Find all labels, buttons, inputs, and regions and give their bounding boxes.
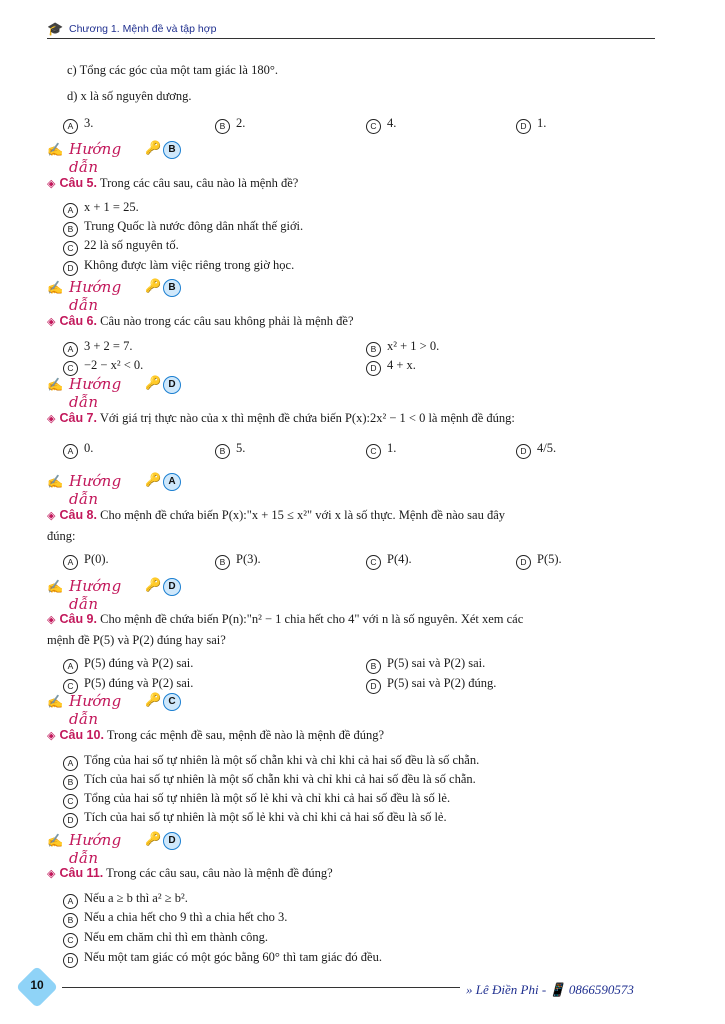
option-c[interactable]: C 4. (366, 116, 396, 134)
option-letter: B (215, 444, 230, 459)
hint-label: Hướng dẫn (69, 577, 122, 613)
option-a[interactable]: A Nếu a ≥ b thì a² ≥ b². (63, 891, 188, 909)
question-text: Câu nào trong các câu sau không phải là mệnh đề? (100, 314, 354, 328)
option-a[interactable]: A 3 + 2 = 7. (63, 339, 132, 357)
footer-rule (62, 987, 460, 988)
question-8 (47, 505, 657, 546)
option-c[interactable]: C Tổng của hai số tự nhiên là một số lẻ khi và chỉ khi cả hai số đều là số lẻ. (63, 791, 450, 809)
question-label: Câu 5. (59, 176, 97, 190)
footer-author: » Lê Điền Phi - 📱 0866590573 (466, 982, 634, 997)
option-b[interactable]: B Trung Quốc là nước đông dân nhất thế giới. (63, 219, 303, 237)
option-c[interactable]: C P(5) đúng và P(2) sai. (63, 676, 193, 694)
pen-icon: ✍ (47, 280, 64, 295)
hint-label: Hướng dẫn (69, 375, 122, 411)
option-letter: D (63, 813, 78, 828)
question-text: Với giá trị thực nào của x thì mệnh đề chứa biến P(x):2x² − 1 < 0 là mệnh đề đúng: (99, 411, 515, 425)
graduation-cap-icon: 🎓 (47, 21, 64, 36)
option-b[interactable]: B Nếu a chia hết cho 9 thì a chia hết cho 3. (63, 910, 287, 928)
diamond-icon: ◈ (47, 510, 56, 522)
hint-label: Hướng dẫn (69, 692, 122, 728)
hint-label: Hướng dẫn (69, 278, 122, 314)
question-text: Trong các câu sau, câu nào là mệnh đề đúng? (106, 866, 333, 880)
diamond-icon: ◈ (47, 413, 56, 425)
option-letter: B (63, 222, 78, 237)
option-d[interactable]: D Không được làm việc riêng trong giờ học. (63, 258, 294, 276)
option-letter: B (366, 659, 381, 674)
option-letter: A (63, 203, 78, 218)
question-text: Cho mệnh đề chứa biến P(n):"n² − 1 chia hết cho 4" với n là số nguyên. Xét xem các (100, 612, 524, 626)
question-9 (47, 609, 657, 650)
option-a[interactable]: A P(5) đúng và P(2) sai. (63, 656, 193, 674)
question-11 (47, 863, 657, 884)
key-icon: 🔑 (145, 472, 162, 487)
option-b[interactable]: B 2. (215, 116, 245, 134)
question-8-options (0, 552, 725, 572)
key-icon: 🔑 (145, 831, 162, 846)
question-text: Trong các câu sau, câu nào là mệnh đề? (99, 176, 299, 190)
answer-badge: B (163, 279, 181, 297)
option-letter: D (366, 679, 381, 694)
option-letter: D (516, 555, 531, 570)
option-d[interactable]: D 4/5. (516, 441, 556, 459)
question-label: Câu 7. (59, 411, 97, 425)
option-letter: C (63, 794, 78, 809)
option-letter: A (63, 444, 78, 459)
key-icon: 🔑 (145, 278, 162, 293)
option-b[interactable]: B 5. (215, 441, 245, 459)
option-a[interactable]: A 0. (63, 441, 93, 459)
option-b[interactable]: B P(3). (215, 552, 261, 570)
question-label: Câu 11. (59, 866, 104, 880)
option-letter: A (63, 555, 78, 570)
pen-icon: ✍ (47, 142, 64, 157)
item-d: d) x là số nguyên dương. (67, 89, 192, 103)
option-letter: C (366, 555, 381, 570)
option-d[interactable]: D 4 + x. (366, 358, 416, 376)
option-letter: D (516, 119, 531, 134)
option-letter: C (63, 361, 78, 376)
question-text: Trong các mệnh đề sau, mệnh đề nào là mệnh đề đúng? (106, 728, 385, 742)
option-letter: A (63, 756, 78, 771)
answer-badge: D (163, 376, 181, 394)
question-7 (47, 408, 657, 429)
prev-options (0, 116, 725, 136)
hint-label: Hướng dẫn (69, 472, 122, 508)
question-label: Câu 9. (59, 612, 97, 626)
option-letter: A (63, 659, 78, 674)
option-d[interactable]: D 1. (516, 116, 546, 134)
answer-badge: D (163, 832, 181, 850)
option-letter: A (63, 894, 78, 909)
option-a[interactable]: A 3. (63, 116, 93, 134)
question-label: Câu 8. (59, 508, 97, 522)
option-letter: B (63, 913, 78, 928)
page-number: 10 (30, 978, 44, 992)
answer-badge: D (163, 578, 181, 596)
option-letter: D (366, 361, 381, 376)
option-letter: C (366, 444, 381, 459)
option-letter: B (215, 119, 230, 134)
key-icon: 🔑 (145, 140, 162, 155)
question-label: Câu 10. (59, 728, 104, 742)
option-d[interactable]: D P(5) sai và P(2) đúng. (366, 676, 496, 694)
answer-badge: A (163, 473, 181, 491)
hint-label: Hướng dẫn (69, 140, 122, 176)
pen-icon: ✍ (47, 833, 64, 848)
option-letter: B (366, 342, 381, 357)
option-b[interactable]: B Tích của hai số tự nhiên là một số chẵn khi và chỉ khi cả hai số đều là số chẵn. (63, 772, 476, 790)
option-c[interactable]: C 1. (366, 441, 396, 459)
key-icon: 🔑 (145, 577, 162, 592)
question-text: Cho mệnh đề chứa biến P(x):"x + 15 ≤ x²" với x là số thực. Mệnh đề nào sau đây (100, 508, 506, 522)
option-letter: B (63, 775, 78, 790)
option-letter: D (63, 953, 78, 968)
option-b[interactable]: B P(5) sai và P(2) sai. (366, 656, 485, 674)
option-a[interactable]: A P(0). (63, 552, 109, 570)
option-letter: C (63, 933, 78, 948)
phone-number: 0866590573 (568, 982, 634, 997)
option-c[interactable]: C 22 là số nguyên tố. (63, 238, 179, 256)
pen-icon: ✍ (47, 474, 64, 489)
key-icon: 🔑 (145, 692, 162, 707)
phone-icon: 📱 (549, 982, 566, 997)
option-letter: D (516, 444, 531, 459)
hint-label: Hướng dẫn (69, 831, 122, 867)
option-letter: B (215, 555, 230, 570)
pen-icon: ✍ (47, 694, 64, 709)
question-5 (47, 173, 657, 194)
diamond-icon: ◈ (47, 178, 56, 190)
option-letter: D (63, 261, 78, 276)
chapter-title: Chương 1. Mệnh đề và tập hợp (69, 23, 217, 35)
question-label: Câu 6. (59, 314, 97, 328)
option-letter: A (63, 342, 78, 357)
option-c[interactable]: C Nếu em chăm chỉ thì em thành công. (63, 930, 268, 948)
item-c: c) Tổng các góc của một tam giác là 180°. (67, 63, 278, 77)
option-letter: C (366, 119, 381, 134)
key-icon: 🔑 (145, 375, 162, 390)
option-b[interactable]: B x² + 1 > 0. (366, 339, 439, 357)
pen-icon: ✍ (47, 377, 64, 392)
option-letter: C (63, 679, 78, 694)
option-letter: A (63, 119, 78, 134)
option-d[interactable]: D Nếu một tam giác có một góc bằng 60° thì tam giác đó đều. (63, 950, 382, 968)
option-letter: C (63, 241, 78, 256)
option-d[interactable]: D Tích của hai số tự nhiên là một số lẻ khi và chỉ khi cả hai số đều là số lẻ. (63, 810, 447, 828)
question-7-options (0, 441, 725, 461)
option-d[interactable]: D P(5). (516, 552, 562, 570)
diamond-icon: ◈ (47, 730, 56, 742)
option-a[interactable]: A Tổng của hai số tự nhiên là một số chẵn khi và chỉ khi cả hai số đều là số chẵn. (63, 753, 479, 771)
diamond-icon: ◈ (47, 316, 56, 328)
page-header (47, 20, 655, 39)
answer-badge: C (163, 693, 181, 711)
question-6 (47, 311, 657, 332)
diamond-icon: ◈ (47, 868, 56, 880)
question-text-cont: mệnh đề P(5) và P(2) đúng hay sai? (47, 633, 226, 647)
question-text-cont: đúng: (47, 529, 76, 543)
option-a[interactable]: A x + 1 = 25. (63, 200, 139, 218)
pen-icon: ✍ (47, 579, 64, 594)
question-10 (47, 725, 657, 746)
option-c[interactable]: C P(4). (366, 552, 412, 570)
answer-badge: B (163, 141, 181, 159)
diamond-icon: ◈ (47, 614, 56, 626)
option-c[interactable]: C −2 − x² < 0. (63, 358, 143, 376)
